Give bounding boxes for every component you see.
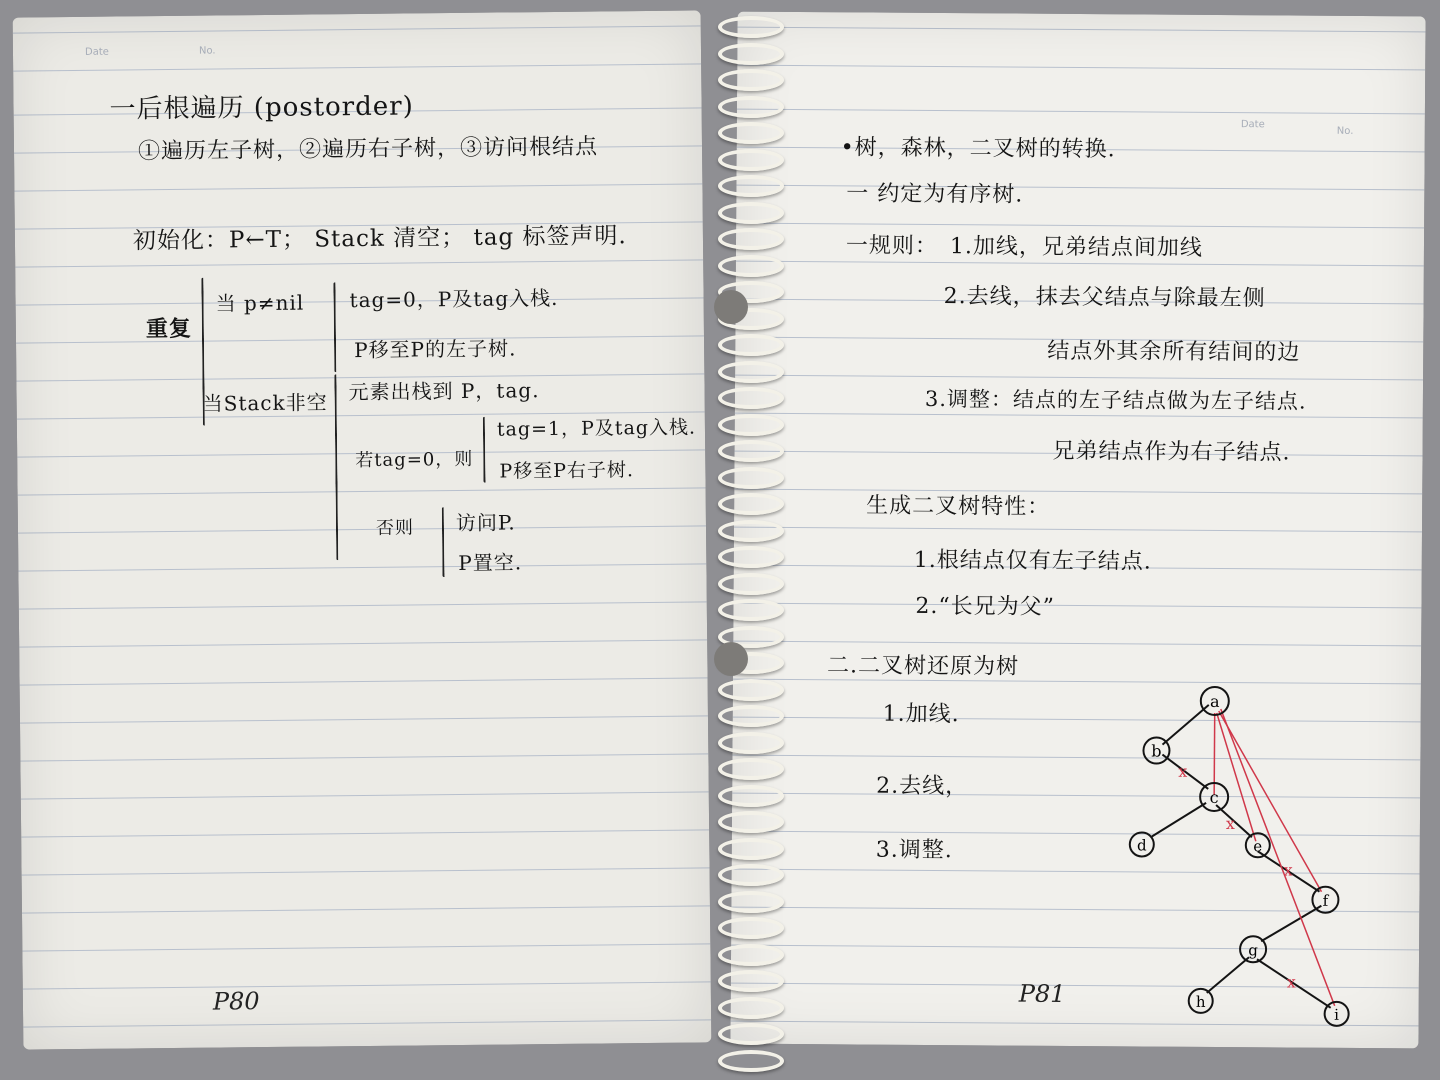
spiral-binding xyxy=(708,0,792,1080)
restore-step: 3.调整. xyxy=(875,837,953,864)
spiral-ring xyxy=(718,520,784,542)
init-line: 初始化：P←T； Stack 清空； tag 标签声明. xyxy=(132,223,627,255)
spiral-ring xyxy=(718,149,784,171)
cross-mark: x xyxy=(1178,761,1188,781)
tree-node xyxy=(1200,783,1228,811)
case2-if-item: P移至P右子树. xyxy=(499,459,635,483)
spiral-ring xyxy=(718,440,784,462)
case2-else-label: 否则 xyxy=(375,517,415,539)
cross-mark: x xyxy=(1225,814,1236,834)
page-number: P81 xyxy=(1018,979,1066,1008)
spiral-ring xyxy=(718,679,784,701)
spiral-ring xyxy=(718,997,784,1019)
tree-node xyxy=(1143,737,1169,763)
ordered-tree-note: 一 约定为有序树. xyxy=(846,181,1024,208)
red-edge xyxy=(1219,709,1337,1006)
spiral-ring xyxy=(718,758,784,780)
spiral-ring xyxy=(718,467,784,489)
section-title: 一后根遍历 (postorder) xyxy=(109,91,414,125)
svg-text:d: d xyxy=(1136,836,1147,855)
case1-label: 当 p≠nil xyxy=(215,290,305,316)
spiral-ring xyxy=(718,255,784,277)
spiral-ring xyxy=(718,228,784,250)
spiral-ring xyxy=(718,1023,784,1045)
tree-node xyxy=(1240,936,1266,962)
spiral-ring xyxy=(718,732,784,754)
no-header: No. xyxy=(1336,125,1354,137)
case1-bracket xyxy=(333,282,336,372)
spiral-ring xyxy=(718,864,784,886)
no-header: No. xyxy=(198,45,216,57)
case2-if-label: 若tag=0，则 xyxy=(355,448,474,472)
case1-item: tag=0，P及tag入栈. xyxy=(349,285,559,313)
page-number: P80 xyxy=(212,987,260,1016)
date-header: Date xyxy=(84,46,109,58)
postorder-steps: ①遍历左子树，②遍历右子树，③访问根结点 xyxy=(137,134,599,165)
case1-item: P移至P的左子树. xyxy=(353,336,517,363)
spiral-ring xyxy=(718,546,784,568)
spiral-ring xyxy=(718,599,784,621)
rule-item: 3.调整：结点的左子结点做为左子结点. xyxy=(924,386,1307,414)
repeat-label: 重复 xyxy=(145,315,193,343)
spiral-ring xyxy=(718,970,784,992)
spiral-ring xyxy=(718,944,784,966)
tree-node xyxy=(1312,887,1338,913)
spiral-ring xyxy=(718,43,784,65)
rules-label: 一规则： xyxy=(845,233,939,260)
restore-step: 1.加线. xyxy=(882,701,960,728)
case2-else-bracket xyxy=(442,507,445,577)
cross-mark: x xyxy=(1283,860,1293,880)
spiral-ring xyxy=(718,16,784,38)
property-item: 2.“长兄为父” xyxy=(915,593,1056,620)
spiral-ring xyxy=(718,891,784,913)
spiral-ring xyxy=(718,573,784,595)
tree-node xyxy=(1130,832,1154,856)
spiral-ring xyxy=(718,811,784,833)
case2-if-item: tag=1，P及tag入栈. xyxy=(496,416,697,441)
spiral-ring xyxy=(718,414,784,436)
rule-item: 兄弟结点作为右子结点. xyxy=(1052,438,1291,466)
tree-node xyxy=(1189,989,1213,1013)
case2-pop: 元素出栈到 P，tag. xyxy=(348,378,540,405)
date-header: Date xyxy=(1240,119,1265,131)
rule-item: 2.去线，抹去父结点与除最左侧 xyxy=(943,284,1266,312)
tree-edge xyxy=(1261,905,1321,941)
svg-text:e: e xyxy=(1253,837,1263,856)
svg-text:i: i xyxy=(1334,1005,1340,1024)
spiral-ring xyxy=(718,917,784,939)
restore-step: 2.去线， xyxy=(876,773,969,800)
spiral-ring xyxy=(718,387,784,409)
left-page xyxy=(13,10,712,1049)
tree-node xyxy=(1246,833,1270,857)
svg-text:c: c xyxy=(1209,787,1219,807)
svg-text:a: a xyxy=(1209,691,1220,711)
spiral-ring xyxy=(718,361,784,383)
punch-hole xyxy=(714,642,748,676)
svg-text:h: h xyxy=(1195,992,1206,1011)
spiral-ring xyxy=(718,202,784,224)
spiral-ring xyxy=(718,69,784,91)
spiral-ring xyxy=(718,838,784,860)
spiral-ring xyxy=(718,334,784,356)
spiral-ring xyxy=(718,96,784,118)
case2-bracket xyxy=(334,374,338,560)
restore-title: 二.二叉树还原为树 xyxy=(826,653,1020,680)
spiral-ring xyxy=(718,1050,784,1072)
svg-text:f: f xyxy=(1322,891,1329,910)
spiral-ring xyxy=(718,493,784,515)
property-title: 生成二叉树特性： xyxy=(866,493,1051,520)
spiral-ring xyxy=(718,705,784,727)
case2-else-item: 访问P. xyxy=(455,510,516,536)
binary-tree-diagram xyxy=(1120,664,1383,1036)
tree-edge xyxy=(1163,705,1209,745)
tree-node xyxy=(1325,1002,1349,1026)
spiral-ring xyxy=(718,175,784,197)
case2-else-item: P置空. xyxy=(458,550,523,575)
spiral-ring xyxy=(718,122,784,144)
rule-item: 1.加线，兄弟结点间加线 xyxy=(949,234,1204,261)
property-item: 1.根结点仅有左子结点. xyxy=(913,547,1152,575)
tree-node xyxy=(1201,687,1229,715)
case2-label: 当Stack非空 xyxy=(202,390,328,416)
punch-hole xyxy=(714,290,748,324)
rule-item: 结点外其余所有结间的边 xyxy=(1047,338,1301,366)
case2-if-bracket xyxy=(483,417,486,483)
spiral-ring xyxy=(718,785,784,807)
tree-edge xyxy=(1207,957,1249,993)
right-page xyxy=(730,12,1425,1049)
svg-text:g: g xyxy=(1248,941,1258,960)
red-edge xyxy=(1217,711,1322,892)
tree-edge xyxy=(1152,803,1206,837)
svg-text:b: b xyxy=(1151,741,1162,761)
cross-mark: x xyxy=(1286,972,1296,992)
section-title: •树，森林，二叉树的转换. xyxy=(840,135,1116,163)
